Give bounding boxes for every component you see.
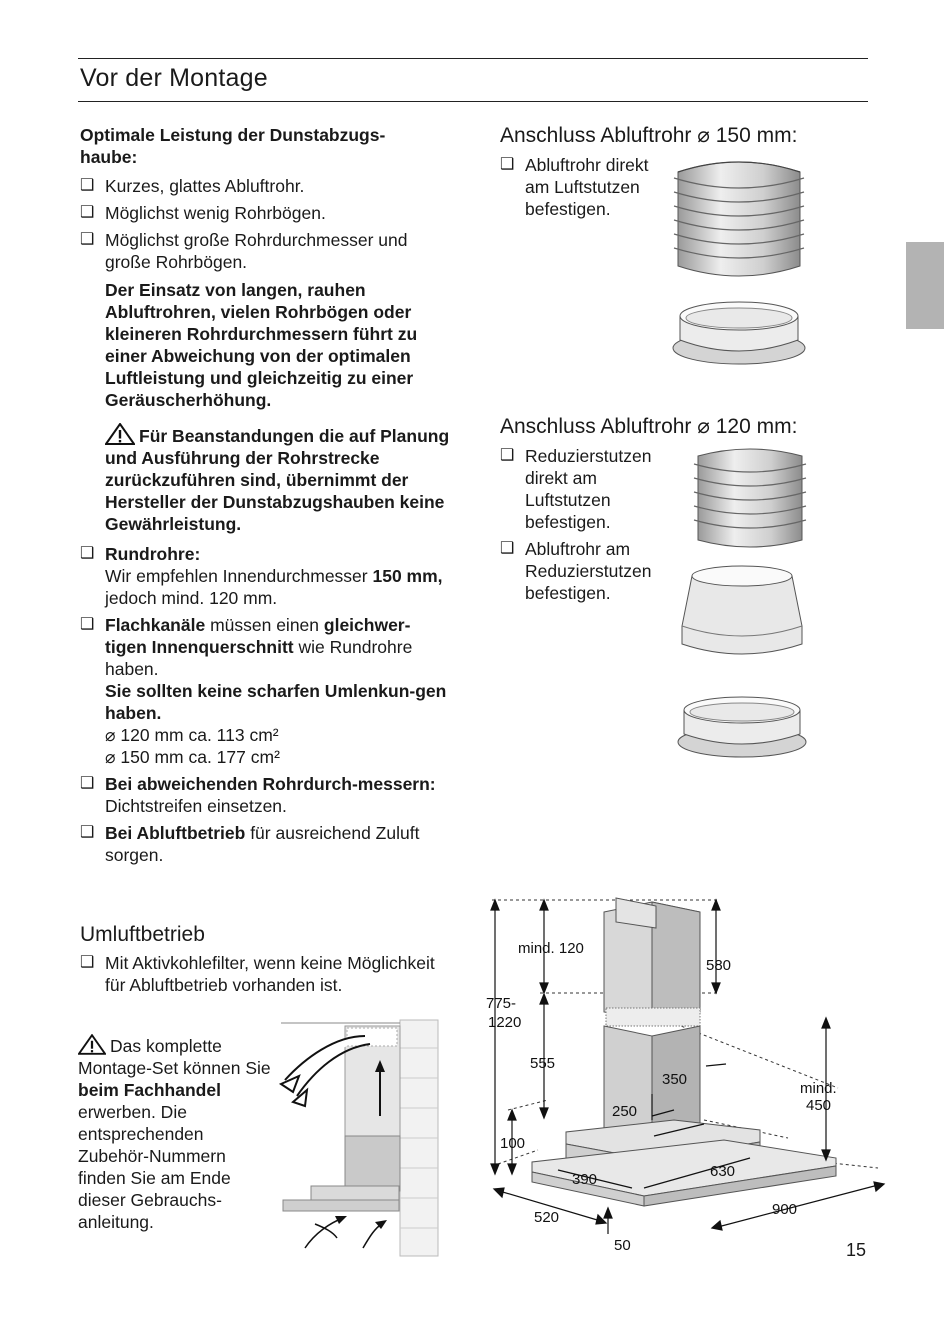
montage-note: Das komplette Montage-Set können Sie beim Fachhandel erwerben. Die entsprechenden Zubehör-Nummern finden Sie am Ende dieser Gebrauchs-anleitung. xyxy=(78,1036,271,1232)
dim-mind: mind. xyxy=(800,1080,837,1097)
left-column xyxy=(80,124,450,871)
list-item: ❑ Abluftrohr direkt am Luftstutzen befestigen. xyxy=(500,154,670,220)
side-tab-marker xyxy=(906,242,944,329)
header-rule xyxy=(78,101,868,102)
pipe-120-illustration xyxy=(670,448,812,764)
dim-630: 630 xyxy=(710,1163,736,1180)
list-item-abweichend: ❑ Bei abweichenden Rohrdurch-messern: Dichtstreifen einsetzen. xyxy=(80,773,450,817)
warning-icon xyxy=(105,423,135,445)
optimal-heading: Optimale Leistung der Dunstabzugs- haube: xyxy=(80,125,386,167)
list-item-flachkanaele: ❑ Flachkanäle müssen einen gleichwer-tigen Innenquerschnitt wie Rundrohre haben. Sie sollten keine scharfen Umlenkun-gen haben. ⌀ 120 mm ca. 113 cm² ⌀ 150 mm ca. 177 cm² xyxy=(80,614,450,768)
top-rule xyxy=(78,58,868,59)
dim-580: 580 xyxy=(706,957,732,974)
dim-1220: 1220 xyxy=(488,1014,522,1031)
list-item: ❑ Möglichst wenig Rohrbögen. xyxy=(80,202,450,224)
list-item-abluftbetrieb: ❑ Bei Abluftbetrieb für ausreichend Zuluft sorgen. xyxy=(80,822,450,866)
dim-250: 250 xyxy=(612,1103,638,1120)
list-item: ❑ Abluftrohr am Reduzierstutzen befestigen. xyxy=(500,538,670,604)
dim-520: 520 xyxy=(534,1209,560,1226)
list-item: ❑ Reduzierstutzen direkt am Luftstutzen befestigen. xyxy=(500,445,670,533)
dim-100: 100 xyxy=(500,1135,526,1152)
dim-mind-120: mind. 120 xyxy=(518,940,584,957)
pipe-150-illustration xyxy=(668,158,810,370)
dim-775: 775- xyxy=(486,995,517,1012)
list-item: ❑ Möglichst große Rohrdurchmesser und große Rohrbögen. xyxy=(80,229,450,273)
page-title: Vor der Montage xyxy=(80,64,268,92)
umluft-heading: Umluftbetrieb xyxy=(80,923,205,946)
list-item: ❑ Mit Aktivkohlefilter, wenn keine Möglichkeit für Abluftbetrieb vorhanden ist. xyxy=(80,952,450,996)
list-item-rundrohre: ❑ Rundrohre: Wir empfehlen Innendurchmesser 150 mm, jedoch mind. 120 mm. xyxy=(80,543,450,609)
dim-900: 900 xyxy=(772,1201,798,1218)
dim-350: 350 xyxy=(662,1071,688,1088)
section-150-list xyxy=(500,154,670,225)
recirculation-illustration xyxy=(275,1018,445,1258)
section-150-heading: Anschluss Abluftrohr ⌀ 150 mm: xyxy=(500,124,798,147)
dim-450: 450 xyxy=(806,1097,832,1114)
umluft-list xyxy=(80,952,450,1001)
dimension-drawing xyxy=(478,888,898,1260)
list-item: ❑ Kurzes, glattes Abluftrohr. xyxy=(80,175,450,197)
dim-390: 390 xyxy=(572,1171,598,1188)
section-120-list xyxy=(500,445,670,609)
page-number: 15 xyxy=(846,1240,867,1260)
dim-50: 50 xyxy=(614,1237,631,1254)
note-bold: Der Einsatz von langen, rauhen Abluftrohren, vielen Rohrbögen oder kleineren Rohrdurchmessern führt zu einer Abweichung von der optimalen Luftleistung und gleichzeitig zu einer Geräuscherhöhung. xyxy=(105,280,418,410)
section-120-heading: Anschluss Abluftrohr ⌀ 120 mm: xyxy=(500,415,798,438)
warning-paragraph: Für Beanstandungen die auf Planung und Ausführung der Rohrstrecke zurückzuführen sind, übernimmt der Hersteller der Dunstabzugshauben keine Gewährleistung. xyxy=(80,423,450,535)
dim-555: 555 xyxy=(530,1055,556,1072)
warning-icon xyxy=(78,1034,106,1055)
